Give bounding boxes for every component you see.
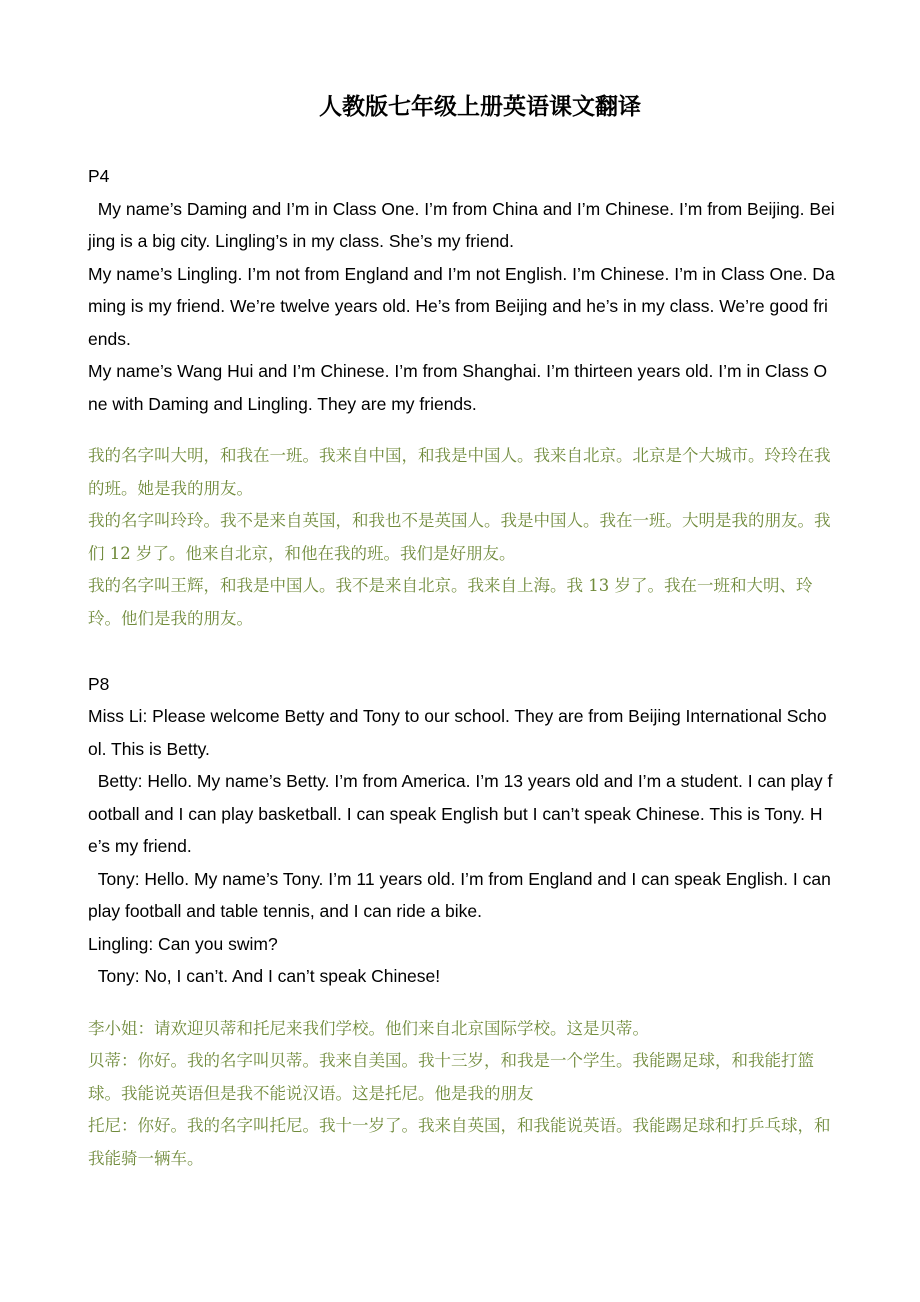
english-paragraph: Tony: No, I can’t. And I can’t speak Chinese! bbox=[88, 966, 441, 986]
english-paragraph: Lingling: Can you swim? bbox=[88, 933, 278, 954]
section-p8 bbox=[88, 668, 836, 1176]
chinese-translation: 贝蒂：你好。我的名字叫贝蒂。我来自美国。我十三岁，和我是一个学生。我能踢足球，和我能打篮球。我能说英语但是我不能说汉语。这是托尼。他是我的朋友 bbox=[88, 1051, 814, 1103]
chinese-translation: 我的名字叫玲玲。我不是来自英国，和我也不是英国人。我是中国人。我在一班。大明是我的朋友。我们 12 岁了。他来自北京，和他在我的班。我们是好朋友。 bbox=[88, 511, 831, 563]
english-paragraph: Miss Li: Please welcome Betty and Tony to our school. They are from Beijing International School. This is Betty. bbox=[88, 706, 827, 759]
page-label: P8 bbox=[88, 673, 110, 694]
document-title: 人教版七年级上册英语课文翻译 bbox=[319, 93, 641, 120]
english-paragraph: My name’s Daming and I’m in Class One. I’m from China and I’m Chinese. I’m from Beijing. Beijing is a big city. Lingling’s in my class. She’s my friend. bbox=[88, 198, 835, 251]
section-p4 bbox=[88, 160, 836, 635]
spacer bbox=[88, 420, 836, 440]
chinese-translation: 李小姐：请欢迎贝蒂和托尼来我们学校。他们来自北京国际学校。这是贝蒂。 bbox=[88, 1018, 649, 1038]
english-paragraph: Betty: Hello. My name’s Betty. I’m from America. I’m 13 years old and I’m a student. I can play football and I can play basketball. I can speak English but I can’t speak Chinese. This is Tony. He’s my friend. bbox=[88, 771, 833, 856]
english-paragraph: My name’s Lingling. I’m not from England and I’m not English. I’m Chinese. I’m in Class One. Daming is my friend. We’re twelve years old. He’s from Beijing and he’s in my class. We’re good friends. bbox=[88, 263, 835, 349]
chinese-translation: 我的名字叫大明，和我在一班。我来自中国，和我是中国人。我来自北京。北京是个大城市。玲玲在我的班。她是我的朋友。 bbox=[88, 446, 831, 498]
spacer bbox=[88, 635, 836, 668]
page-label: P4 bbox=[88, 166, 110, 186]
english-paragraph: My name’s Wang Hui and I’m Chinese. I’m from Shanghai. I’m thirteen years old. I’m in Class One with Daming and Lingling. They are my friends. bbox=[88, 361, 828, 414]
document-body bbox=[88, 160, 836, 1175]
spacer bbox=[88, 993, 836, 1013]
chinese-translation: 托尼：你好。我的名字叫托尼。我十一岁了。我来自英国，和我能说英语。我能踢足球和打乒乓球，和我能骑一辆车。 bbox=[88, 1116, 831, 1168]
english-paragraph: Tony: Hello. My name’s Tony. I’m 11 years old. I’m from England and I can speak English. I can play football and table tennis, and I can ride a bike. bbox=[88, 868, 831, 921]
chinese-translation: 我的名字叫王辉，和我是中国人。我不是来自北京。我来自上海。我 13 岁了。我在一班和大明、玲玲。他们是我的朋友。 bbox=[88, 576, 813, 628]
